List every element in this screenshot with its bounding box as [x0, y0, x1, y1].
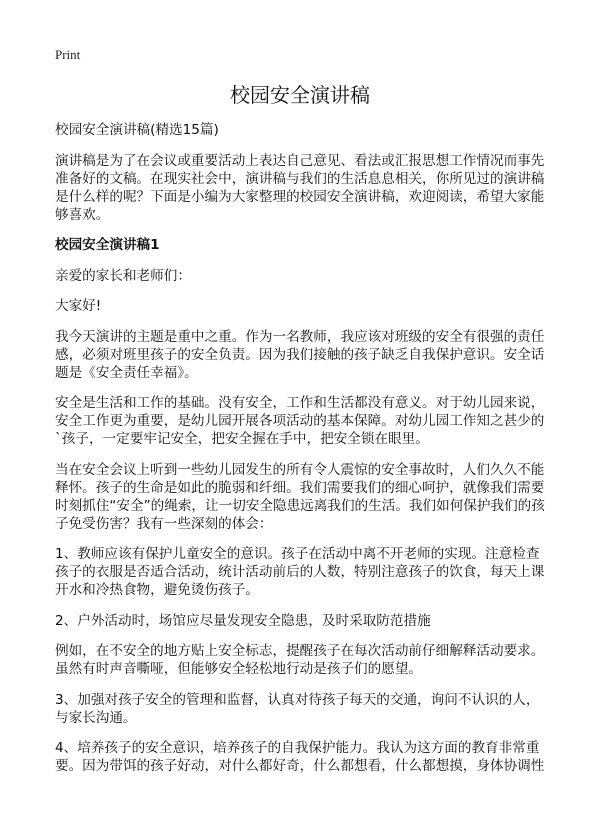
text-line: 孩子的衣服是否适合活动，统计活动前后的人数，特别注意孩子的饮食，每天上课 [55, 564, 545, 580]
text-line: 校园安全演讲稿(精选15篇) [55, 122, 219, 138]
text-line: 子免受伤害？我有一些深刻的体会： [55, 515, 273, 532]
text-line: 够喜欢。 [55, 206, 110, 223]
paragraph [55, 691, 555, 727]
text-line: 准备好的文稿。在现实社会中，演讲稿与我们的生活息息相关，你所见过的演讲稿 [55, 170, 545, 187]
text-line: 安全是生活和工作的基础。没有安全，工作和生活都没有意义。对于幼儿园来说， [55, 395, 545, 411]
paragraph [55, 739, 555, 775]
paragraph [55, 461, 555, 533]
text-line: 4、培养孩子的安全意识，培养孩子的自我保护能力。我认为这方面的教育非常重 [55, 740, 540, 756]
text-line: 时刻抓住“安全”的绳索，让一切安全隐患远离我们的生活。我们如何保护我们的孩 [55, 497, 545, 514]
paragraph [55, 394, 555, 448]
paragraph [55, 267, 555, 285]
text-line: 1、教师应该有保护儿童安全的意识。孩子在活动中离不开老师的实现。注意检查 [55, 546, 540, 562]
text-line: 是什么样的呢？下面是小编为大家整理的校园安全演讲稿，欢迎阅读，希望大家能 [55, 188, 545, 205]
text-line: 虽然有时声音嘶哑，但能够安全轻松地行动是孩子们的愿望。 [55, 661, 423, 677]
text-line: 释怀。孩子的生命是如此的脆弱和纤细。我们需要我们的细心呵护，就像我们需要 [55, 479, 545, 496]
text-line: 感，必须对班里孩子的安全负责。因为我们接触的孩子缺乏自我保护意识。安全话 [55, 346, 545, 363]
text-line: 安全工作更为重要，是幼儿园开展各项活动的基本保障。对幼儿园工作知之甚少的 [55, 413, 545, 429]
print-link[interactable]: Print [55, 47, 81, 62]
text-line: 大家好! [55, 298, 102, 314]
text-line: 校园安全演讲稿1 [55, 237, 160, 253]
text-line: 亲爱的家长和老师们： [55, 267, 191, 284]
paragraph [55, 328, 555, 382]
paragraph [55, 121, 555, 139]
document-title: 校园安全演讲稿 [230, 83, 370, 107]
text-line: 演讲稿是为了在会议或重要活动上表达自己意见、看法或汇报思想工作情况而事先 [55, 152, 545, 169]
text-line: 3、加强对孩子安全的管理和监督，认真对待孩子每天的交通，询问不认识的人， [55, 691, 540, 708]
text-line: 2、户外活动时，场馆应尽量发现安全隐患，及时采取防范措施 [55, 612, 431, 629]
text-line: 我今天演讲的主题是重中之重。作为一名教师，我应该对班级的安全有很强的责任 [55, 328, 545, 345]
text-line: 例如，在不安全的地方贴上安全标志，提醒孩子在每次活动前仔细解释活动要求。 [55, 643, 545, 659]
paragraph [55, 545, 555, 599]
section-heading [55, 236, 555, 254]
text-line: 开水和冷热食物，避免烫伤孩子。 [55, 582, 259, 598]
text-line: 与家长沟通。 [55, 709, 137, 726]
paragraph [55, 152, 555, 224]
text-line: 要。因为带饵的孩子好动，对什么都好奇，什么都想看，什么都想摸，身体协调性 [55, 758, 545, 774]
paragraph [55, 297, 555, 315]
paragraph [55, 642, 555, 678]
text-line: 当在安全会议上听到一些幼儿园发生的所有令人震惊的安全事故时，人们久久不能 [55, 461, 545, 478]
text-line: 题是《安全责任幸福》。 [55, 364, 198, 381]
document-body [55, 121, 555, 788]
paragraph [55, 612, 555, 630]
text-line: `孩子，一定要牢记安全，把安全握在手中，把安全锁在眼里。 [55, 431, 429, 447]
